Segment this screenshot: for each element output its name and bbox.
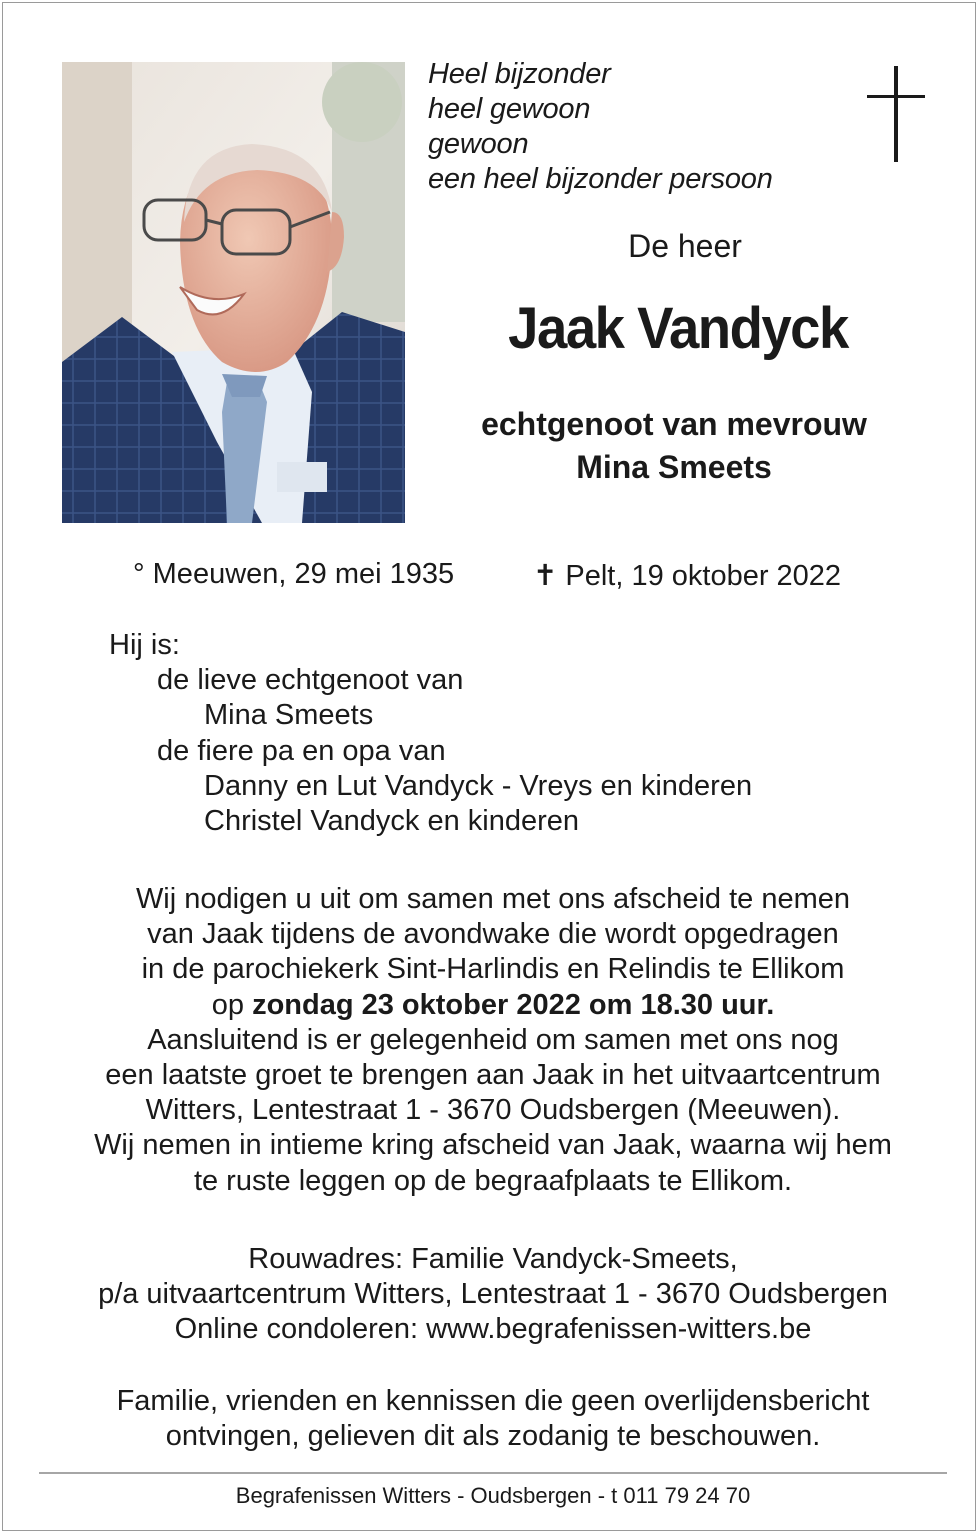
invitation-line: Wij nemen in intieme kring afscheid van Jaak, waarna wij hem: [94, 1129, 892, 1162]
invitation-line: van Jaak tijdens de avondwake die wordt opgedragen: [147, 918, 839, 951]
invitation-line: een laatste groet te brengen aan Jaak in het uitvaartcentrum: [105, 1059, 881, 1092]
address-line: p/a uitvaartcentrum Witters, Lentestraat 1 - 3670 Oudsbergen: [98, 1278, 888, 1311]
invitation-line: Aansluitend is er gelegenheid om samen met ons nog: [147, 1023, 839, 1056]
salutation: De heer: [628, 228, 742, 264]
condolence-link[interactable]: Online condoleren: www.begrafenissen-witters.be: [174, 1313, 812, 1346]
invitation-line: Witters, Lentestraat 1 - 3670 Oudsbergen (Meeuwen).: [145, 1094, 841, 1127]
birth-date: ° Meeuwen, 29 mei 1935: [133, 558, 455, 590]
funeral-home-footer: Begrafenissen Witters - Oudsbergen - t 011 79 24 70: [235, 1483, 751, 1508]
address-line: Rouwadres: Familie Vandyck-Smeets,: [248, 1243, 738, 1275]
invitation-line: Wij nodigen u uit om samen met ons afscheid te nemen: [135, 883, 851, 915]
family-member: Danny en Lut Vandyck - Vreys en kinderen: [204, 769, 753, 802]
memorial-poem: [428, 57, 773, 197]
footer-divider: [39, 1472, 947, 1474]
invitation-line: in de parochiekerk Sint-Harlindis en Relindis te Ellikom: [141, 953, 845, 986]
family-role: de lieve echtgenoot van: [157, 664, 464, 697]
spouse-line: echtgenoot van mevrouw: [481, 406, 867, 442]
deceased-name: Jaak Vandyck: [508, 296, 848, 361]
invitation-text: [3, 882, 980, 1199]
poem-line: gewoon: [428, 128, 529, 160]
spouse-name: Mina Smeets: [576, 449, 772, 485]
notice-text: [3, 1384, 980, 1454]
family-list: [109, 628, 752, 839]
mourning-address: [3, 1242, 980, 1348]
invitation-prefix: op: [211, 988, 253, 1021]
spouse-info: [423, 403, 925, 489]
poem-line: een heel bijzonder persoon: [428, 163, 773, 195]
invitation-line: [3, 988, 980, 1023]
family-member: Christel Vandyck en kinderen: [204, 805, 580, 838]
invitation-line: te ruste leggen op de begraafplaats te Ellikom.: [193, 1164, 793, 1197]
poem-line: heel gewoon: [428, 93, 591, 125]
portrait-photo: [62, 62, 405, 523]
cross-icon: [867, 66, 925, 162]
poem-line: Heel bijzonder: [428, 58, 611, 90]
family-member: Mina Smeets: [204, 699, 374, 732]
family-intro: Hij is:: [109, 629, 180, 661]
notice-line: ontvingen, gelieven dit als zodanig te beschouwen.: [165, 1420, 821, 1453]
obituary-card: [2, 2, 976, 1531]
family-role: de fiere pa en opa van: [157, 734, 446, 767]
wake-date: zondag 23 oktober 2022 om 18.30 uur.: [252, 988, 775, 1021]
notice-line: Familie, vrienden en kennissen die geen overlijdensbericht: [116, 1385, 870, 1417]
death-date: ✝ Pelt, 19 oktober 2022: [533, 560, 842, 592]
